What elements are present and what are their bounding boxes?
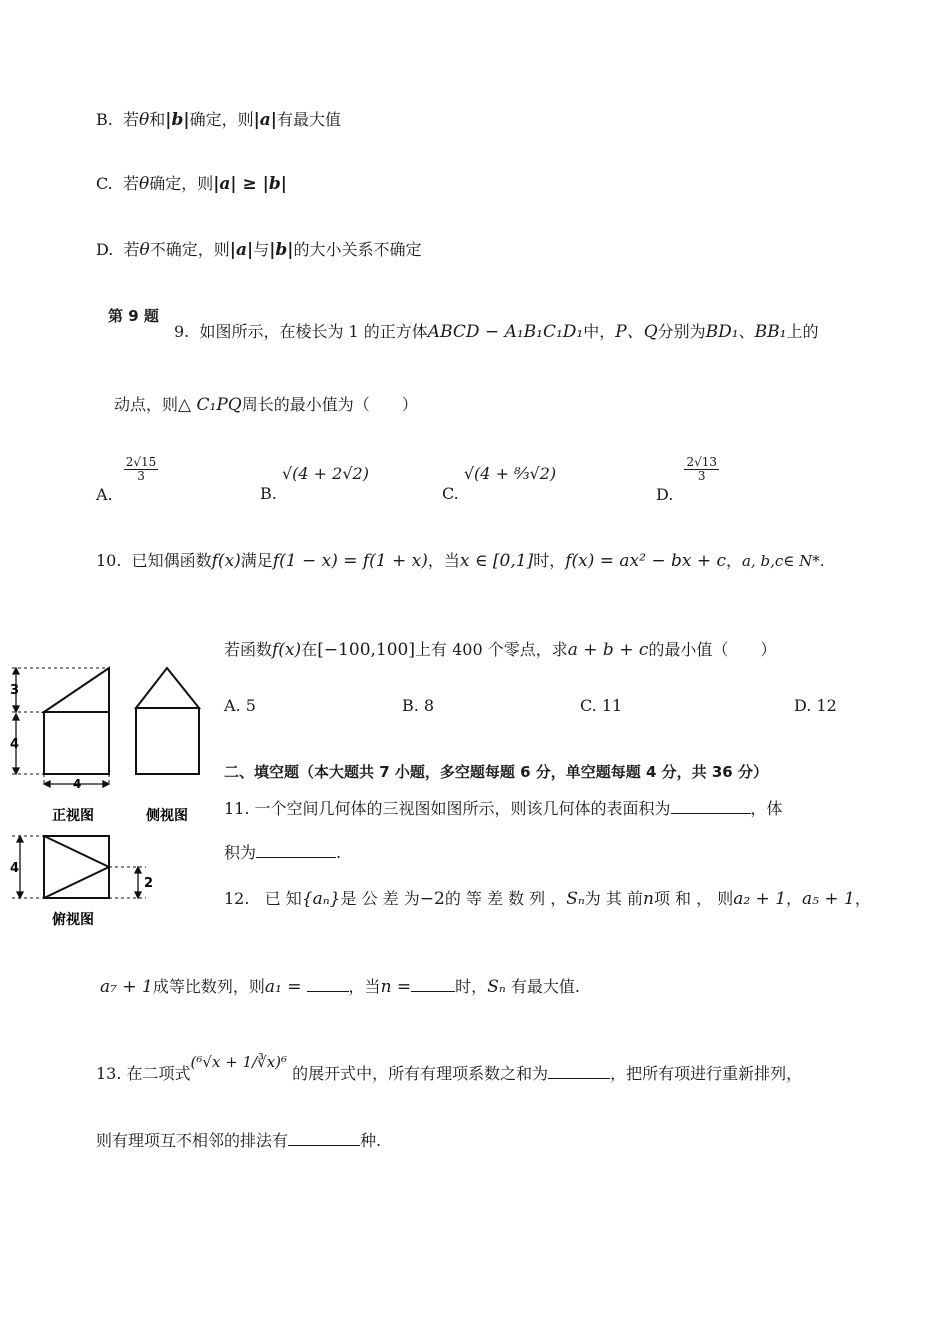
math-sn: Sₙ <box>487 977 506 997</box>
option-c <box>96 172 287 196</box>
three-view-figure <box>6 660 216 930</box>
text: 有最大值. <box>510 977 580 996</box>
math-sum: a + b + c <box>567 640 649 660</box>
math-abs-b: |b| <box>165 110 190 130</box>
front-dimension-arrows <box>13 668 109 787</box>
q9-option-a <box>96 455 157 504</box>
question-number: 12. <box>224 889 250 908</box>
math-radical: √(4 + ⁸⁄₃√2) <box>463 464 557 483</box>
q10-option-b: B. 8 <box>402 696 435 715</box>
question-11-text <box>224 797 783 821</box>
math-abc: a, b,c∈ N*. <box>742 552 825 570</box>
question-10-text-2 <box>224 638 776 662</box>
answer-blank[interactable] <box>288 1129 360 1146</box>
math-n: n <box>642 889 654 909</box>
text: . <box>336 843 342 862</box>
option-label: C. <box>442 484 459 503</box>
q9-option-d <box>656 455 717 504</box>
dim-label-4-top: 4 <box>10 861 20 876</box>
math-sequence: {aₙ} <box>301 889 341 909</box>
question-12-text-2 <box>100 975 580 999</box>
text: ，当 <box>427 551 460 570</box>
section-title: 二、填空题（本大题共 7 小题，多空题每题 6 分，单空题每题 4 分，共 36 分） <box>224 763 768 781</box>
text: 动点，则 <box>114 395 179 414</box>
text: 有最大值 <box>276 110 341 129</box>
text: ， <box>726 551 743 570</box>
dim-label-4-bottom: 4 <box>73 777 82 791</box>
math-a5: a₅ + 1 <box>802 889 855 909</box>
text: 若 <box>123 110 140 129</box>
math-theta: θ <box>139 240 150 260</box>
answer-blank[interactable] <box>307 975 349 992</box>
question-9-text <box>174 320 818 344</box>
text: 已 知 <box>264 889 302 908</box>
text: 的 等 差 数 列 ， <box>444 889 567 908</box>
math-abs-b: |b| <box>269 240 294 260</box>
text: 不确定，则 <box>149 240 230 259</box>
front-dimension-lines <box>12 668 109 786</box>
option-label: A. <box>96 485 113 504</box>
question-9-heading: 第 9 题 <box>108 307 159 325</box>
option-label: B. <box>260 484 277 503</box>
text: 和 <box>149 110 166 129</box>
math-fraction <box>124 456 159 483</box>
question-11-text-2 <box>224 841 341 865</box>
text: 是 公 差 为 <box>340 889 420 908</box>
q10-option-d: D. 12 <box>794 696 837 715</box>
text: 的展开式中，所有有理项系数之和为 <box>292 1064 549 1083</box>
side-view <box>136 668 199 774</box>
math-triangle: △ C₁PQ <box>178 395 242 415</box>
text: 11. 一个空间几何体的三视图如图所示，则该几何体的表面积为 <box>224 799 671 818</box>
top-dimension-lines <box>12 836 146 898</box>
numerator: 2√13 <box>686 455 717 469</box>
question-number: 10. <box>96 551 122 570</box>
text: 的大小关系不确定 <box>293 240 422 259</box>
text: 成等比数列，则 <box>152 977 265 996</box>
text: 周长的最小值为（ ） <box>241 395 418 414</box>
math-domain: x ∈ [0,1] <box>459 551 534 571</box>
text: 满足 <box>240 551 273 570</box>
q10-option-a: A. 5 <box>224 696 256 715</box>
math-fx: f(x) <box>272 640 302 660</box>
math-fraction <box>684 456 719 483</box>
math-bd1: BD₁ <box>705 322 739 342</box>
text: 若 <box>122 174 139 193</box>
front-view <box>44 668 109 774</box>
answer-blank[interactable] <box>548 1062 610 1079</box>
numerator: 2√15 <box>125 455 157 469</box>
math-a7: a₇ + 1 <box>100 977 153 997</box>
text: 项 和 ， 则 <box>653 889 734 908</box>
math-sn: Sₙ <box>566 889 585 909</box>
text: 种. <box>360 1131 382 1150</box>
text: ， <box>786 889 803 908</box>
question-12-text <box>224 887 871 911</box>
dim-label-2: 2 <box>144 876 154 891</box>
denominator: 3 <box>137 469 145 483</box>
math-radical: √(4 + 2√2) <box>281 464 369 483</box>
question-13-text <box>96 1053 803 1086</box>
math-a1: a₁ = <box>264 977 302 997</box>
text: 时， <box>455 977 488 996</box>
math-theta: θ <box>139 110 150 130</box>
text: 中， <box>583 322 616 341</box>
question-13-text-2 <box>96 1129 381 1153</box>
math-fx: f(x) <box>211 551 241 571</box>
math-theta: θ <box>138 174 150 194</box>
text: 确定，则 <box>149 174 214 193</box>
question-10-text <box>96 549 825 573</box>
answer-blank[interactable] <box>256 841 336 858</box>
text: 积为 <box>224 843 257 862</box>
text: 时， <box>533 551 566 570</box>
option-label: D. <box>96 240 114 259</box>
text: 已知偶函数 <box>131 551 212 570</box>
answer-blank[interactable] <box>671 797 751 814</box>
math-abs-a: |a| <box>253 110 277 130</box>
math-interval: [−100,100] <box>317 640 415 660</box>
option-label: C. <box>96 174 113 193</box>
math-a2: a₂ + 1 <box>733 889 787 909</box>
text: 上的 <box>786 322 819 341</box>
text: ， <box>854 889 871 908</box>
math-bb1: BB₁ <box>754 322 787 342</box>
option-label: B. <box>96 110 113 129</box>
text: 、 <box>738 322 755 341</box>
math-cube: ABCD − A₁B₁C₁D₁ <box>427 322 584 342</box>
text: 如图所示，在棱长为 1 的正方体 <box>199 322 428 341</box>
text: 的最小值（ ） <box>648 640 777 659</box>
math-symmetry: f(1 − x) = f(1 + x) <box>272 551 428 571</box>
q9-option-b <box>260 464 369 503</box>
text: 若函数 <box>224 640 273 659</box>
math-definition: f(x) = ax² − bx + c <box>565 551 727 571</box>
text: ，体 <box>750 799 783 818</box>
option-b <box>96 108 341 132</box>
math-difference: −2 <box>419 889 445 909</box>
text: 与 <box>253 240 270 259</box>
text: 13. 在二项式 <box>96 1064 191 1083</box>
text: 则有理项互不相邻的排法有 <box>96 1131 289 1150</box>
answer-blank[interactable] <box>411 975 455 992</box>
text: 在 <box>301 640 318 659</box>
top-view-label: 俯视图 <box>52 912 94 928</box>
question-number: 9. <box>174 322 190 341</box>
side-view-label: 侧视图 <box>146 808 188 824</box>
text: ，把所有项进行重新排列， <box>610 1064 803 1083</box>
text: 上有 400 个零点，求 <box>415 640 568 659</box>
option-d <box>96 238 421 262</box>
text: ，当 <box>348 977 381 996</box>
math-pq: P、Q <box>615 322 658 342</box>
text: 分别为 <box>657 322 706 341</box>
top-view <box>44 836 109 898</box>
dim-label-3: 3 <box>10 683 20 698</box>
text: 确定，则 <box>189 110 254 129</box>
text: 若 <box>123 240 140 259</box>
denominator: 3 <box>697 469 706 483</box>
q10-option-c: C. 11 <box>580 696 623 715</box>
q9-option-c <box>442 464 557 503</box>
option-label: D. <box>656 485 674 504</box>
math-n-eq: n = <box>380 977 412 997</box>
math-binomial: (⁶√x + 1/∛x)⁶ <box>190 1053 288 1071</box>
front-view-label: 正视图 <box>52 808 94 824</box>
text: 为 其 前 <box>584 889 643 908</box>
math-inequality: |a| ≥ |b| <box>213 174 287 194</box>
math-abs-a: |a| <box>229 240 254 260</box>
question-9-text-2 <box>114 393 418 417</box>
dim-label-4: 4 <box>10 737 20 752</box>
